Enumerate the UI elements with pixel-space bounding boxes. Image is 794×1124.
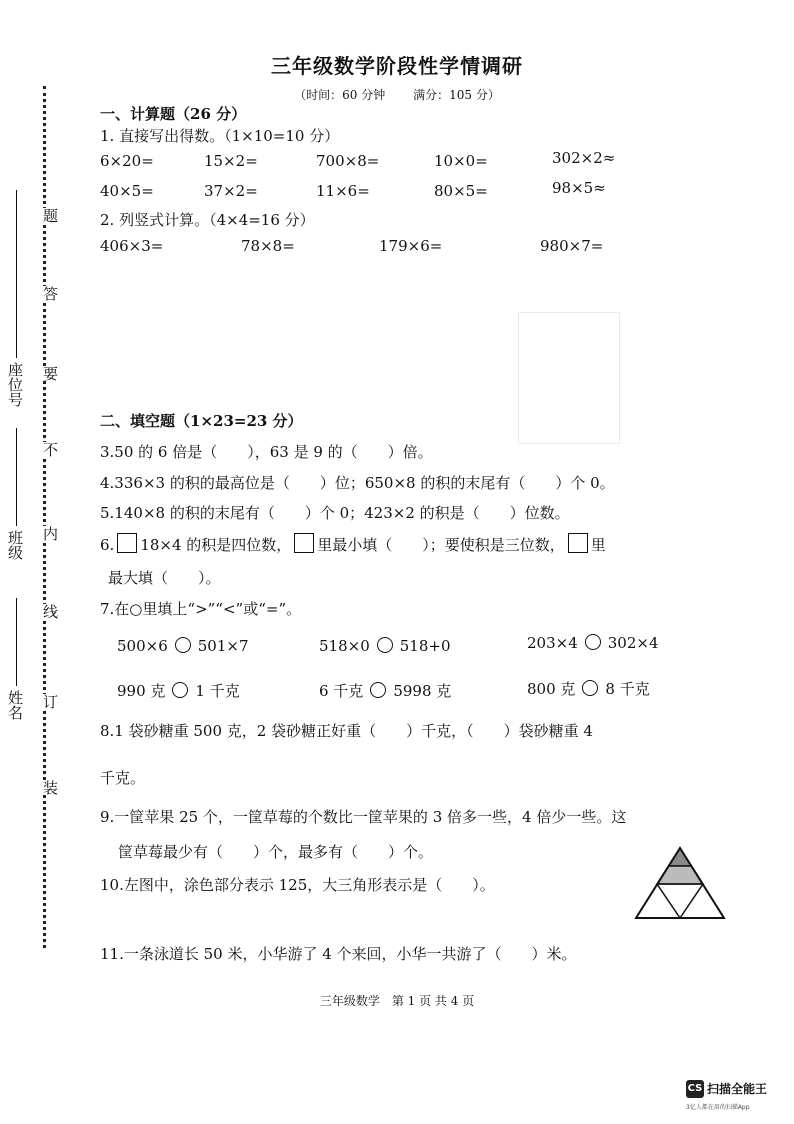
watermark-sub: 3亿人都在用的扫描App [686, 1103, 750, 1111]
compare-item: 800 克 8 千克 [527, 680, 650, 698]
page-footer: 三年级数学 第 1 页 共 4 页 [319, 994, 475, 1008]
answer-box [294, 533, 314, 553]
compare-circle [370, 682, 386, 698]
calc-item: 11×6= [316, 182, 370, 200]
seat-label: 座位号 [6, 362, 24, 407]
scanner-watermark [686, 1078, 786, 1111]
seat-line [16, 190, 17, 358]
question-6-line2: 最大填（ ）。 [108, 569, 221, 587]
question-6 [100, 533, 606, 555]
vertical-calc-item: 78×8= [241, 237, 295, 255]
compare-circle [172, 682, 188, 698]
calc-item: 80×5= [434, 182, 488, 200]
question-10: 10.左图中，涂色部分表示 125，大三角形表示是（ ）。 [100, 876, 495, 894]
section2-heading: 二、填空题（1×23=23 分） [100, 412, 303, 430]
triangle-figure [634, 846, 726, 922]
q6-text: 里最小填（ ）；要使积是三位数， [317, 536, 565, 554]
question-9: 9.一筐苹果 25 个，一筐草莓的个数比一筐苹果的 3 倍多一些，4 倍少一些。这 [100, 808, 627, 826]
question-number: 6. [100, 536, 115, 554]
compare-circle [377, 637, 393, 653]
compare-item: 6 千克 5998 克 [319, 682, 452, 700]
vertical-calc-item: 406×3= [100, 237, 164, 255]
q6-text: 18×4 的积是四位数， [140, 536, 292, 554]
compare-item: 500×6 501×7 [117, 637, 249, 655]
calc-item: 15×2= [204, 152, 258, 170]
calc-item: 37×2= [204, 182, 258, 200]
q6-text: 里 [590, 536, 606, 554]
seal-char: 线 [41, 604, 59, 619]
section1-heading: 一、计算题（26 分） [100, 105, 247, 123]
shaded-triangle [669, 848, 692, 866]
compare-circle [175, 637, 191, 653]
question-9-line2: 筐草莓最少有（ ）个，最多有（ ）个。 [118, 843, 434, 861]
compare-circle [585, 634, 601, 650]
scan-bleed-through [518, 312, 620, 444]
vertical-calc-item: 980×7= [540, 237, 604, 255]
question-8: 8.1 袋砂糖重 500 克，2 袋砂糖正好重（ ）千克，（ ）袋砂糖重 4 [100, 722, 593, 740]
answer-box [117, 533, 137, 553]
name-label: 姓名 [6, 690, 24, 720]
q1-label: 1. 直接写出得数。（1×10=10 分） [100, 127, 340, 145]
compare-circle [582, 680, 598, 696]
vertical-calc-item: 179×6= [379, 237, 443, 255]
exam-title: 三年级数学阶段性学情调研 [271, 54, 523, 78]
seal-char: 答 [41, 286, 59, 301]
answer-box [568, 533, 588, 553]
calc-item: 700×8= [316, 152, 380, 170]
seal-char: 题 [41, 208, 59, 223]
time-info: （时间：60 分钟 [294, 88, 386, 102]
q2-label: 2. 列竖式计算。（4×4=16 分） [100, 211, 315, 229]
compare-item: 203×4 302×4 [527, 634, 659, 652]
question-7: 7.在○里填上“>”“<”或“=”。 [100, 600, 302, 618]
seal-char: 不 [41, 442, 59, 457]
seal-char: 装 [41, 780, 59, 795]
compare-item: 990 克 1 千克 [117, 682, 240, 700]
name-line [16, 598, 17, 686]
class-line [16, 428, 17, 526]
camscanner-logo-icon: CS [686, 1080, 704, 1098]
question-8-line2: 千克。 [100, 769, 146, 787]
seal-char: 要 [41, 366, 59, 381]
compare-item: 518×0 518+0 [319, 637, 451, 655]
calc-item: 98×5≈ [552, 179, 606, 197]
question-11: 11.一条泳道长 50 米，小华游了 4 个来回，小华一共游了（ ）米。 [100, 945, 577, 963]
calc-item: 10×0= [434, 152, 488, 170]
calc-item: 302×2≈ [552, 149, 616, 167]
question-4: 4.336×3 的积的最高位是（ ）位；650×8 的积的末尾有（ ）个 0。 [100, 474, 615, 492]
binding-margin [0, 0, 100, 1000]
question-5: 5.140×8 的积的末尾有（ ）个 0；423×2 的积是（ ）位数。 [100, 504, 570, 522]
score-info: 满分：105 分） [413, 88, 500, 102]
calc-item: 40×5= [100, 182, 154, 200]
seal-char: 订 [41, 694, 59, 709]
calc-item: 6×20= [100, 152, 154, 170]
watermark-name: 扫描全能王 [707, 1082, 768, 1096]
question-3: 3.50 的 6 倍是（ ），63 是 9 的（ ）倍。 [100, 443, 433, 461]
exam-subtitle [0, 86, 794, 103]
class-label: 班级 [6, 530, 24, 560]
seal-char: 内 [41, 526, 59, 541]
